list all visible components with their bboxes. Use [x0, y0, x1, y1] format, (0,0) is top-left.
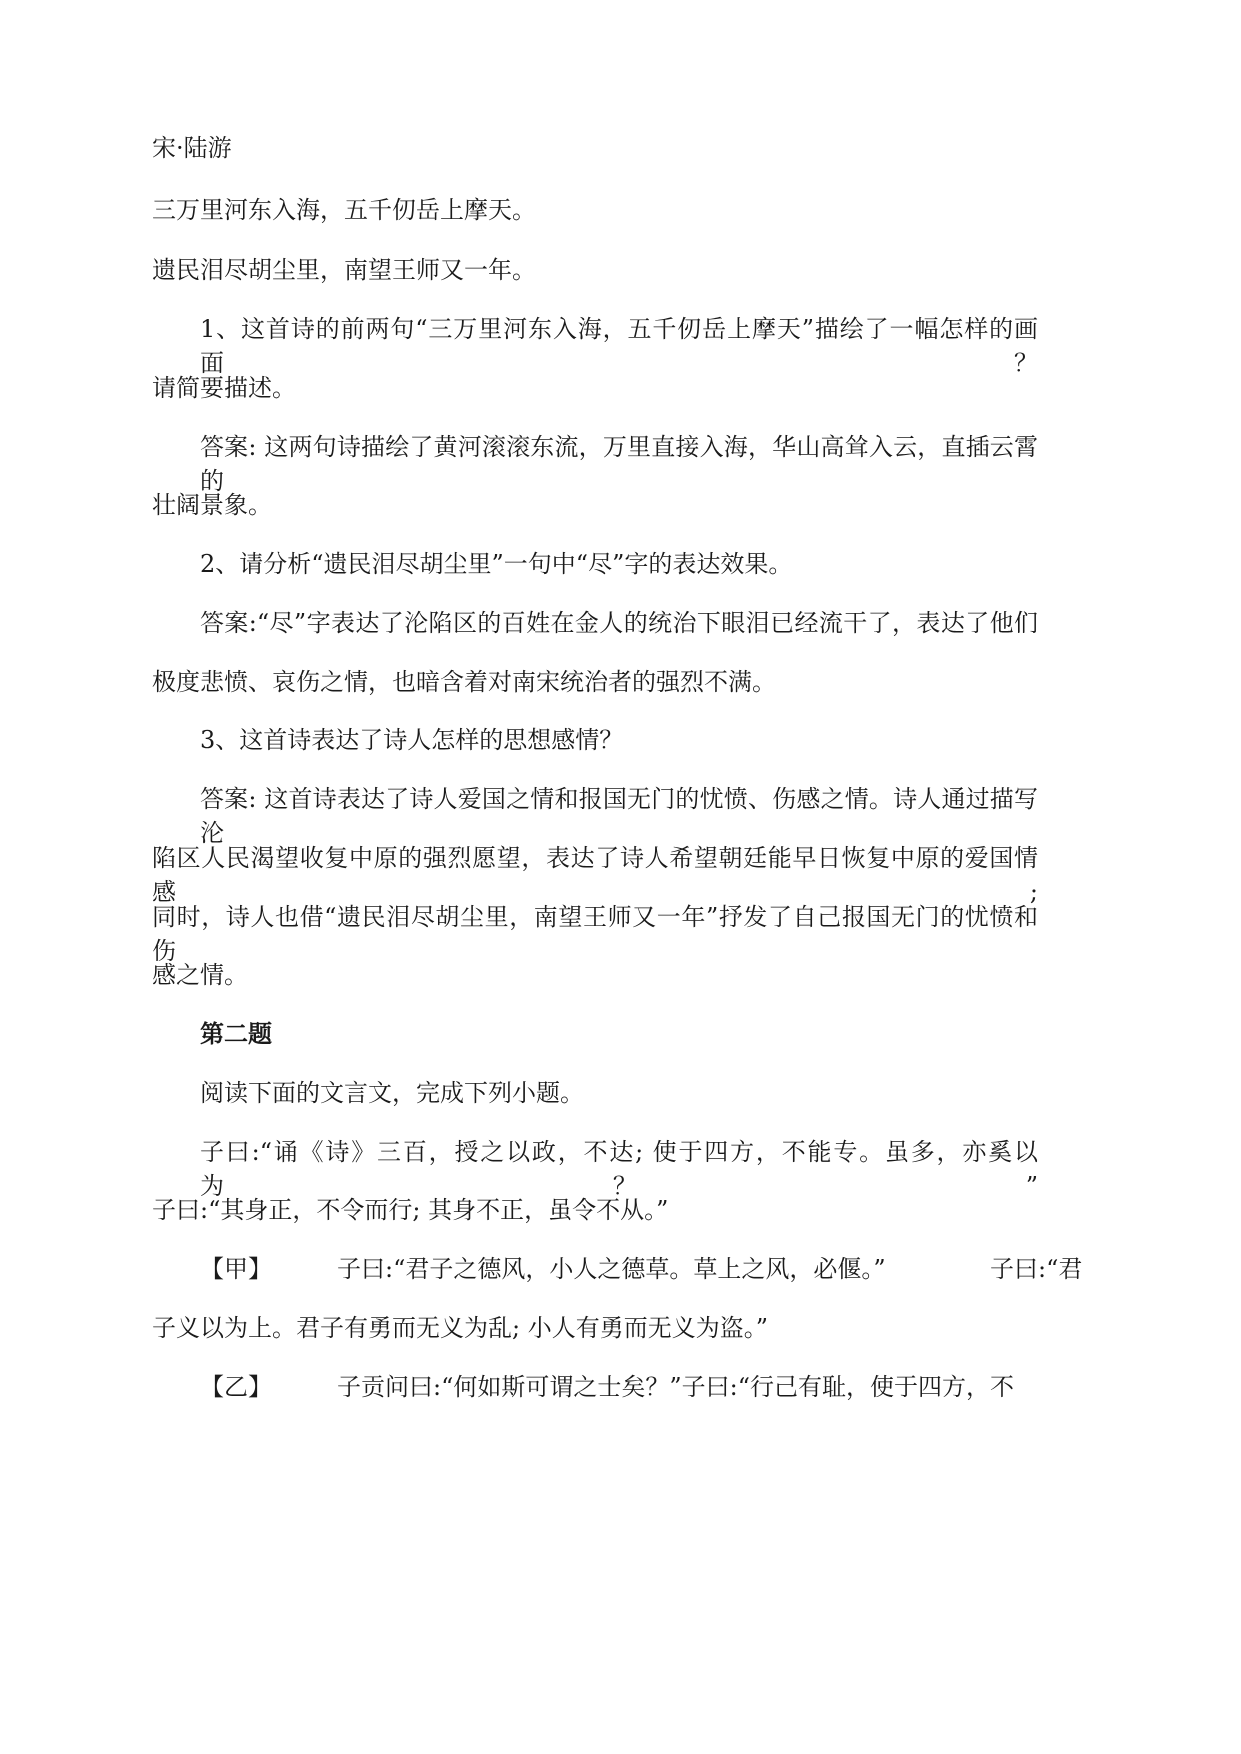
yi-label: 【乙】 — [200, 1373, 272, 1401]
q1-question-line-2: 请简要描述。 — [152, 374, 296, 402]
q2-question: 2、请分析“遗民泪尽胡尘里”一句中“尽”字的表达效果。 — [200, 550, 793, 578]
q1-question-line-1: 1、这首诗的前两句“三万里河东入海，五千仞岳上摩天”描绘了一幅怎样的画面？ — [200, 315, 1038, 377]
q3-answer-line-3: 同时，诗人也借“遗民泪尽胡尘里，南望王师又一年”抒发了自己报国无门的忧愤和伤 — [152, 903, 1038, 965]
poem-author: 宋·陆游 — [152, 134, 232, 162]
q3-answer-line-4: 感之情。 — [152, 961, 248, 989]
classical-text-line-1: 子曰:“诵《诗》三百，授之以政，不达; 使于四方，不能专。虽多，亦奚以为？” — [200, 1138, 1038, 1200]
q3-answer-line-2: 陷区人民渴望收复中原的强烈愿望，表达了诗人希望朝廷能早日恢复中原的爱国情感; — [152, 844, 1038, 906]
poem-line-2: 遗民泪尽胡尘里，南望王师又一年。 — [152, 256, 536, 284]
section-instruction: 阅读下面的文言文，完成下列小题。 — [200, 1079, 584, 1107]
q2-answer-line-2: 极度悲愤、哀伤之情，也暗含着对南宋统治者的强烈不满。 — [152, 668, 776, 696]
q1-answer-line-2: 壮阔景象。 — [152, 491, 272, 519]
section-heading: 第二题 — [200, 1019, 272, 1048]
q3-answer-line-1: 答案: 这首诗表达了诗人爱国之情和报国无门的忧愤、伤感之情。诗人通过描写沦 — [200, 785, 1038, 847]
q3-question: 3、这首诗表达了诗人怎样的思想感情？ — [200, 726, 624, 754]
jia-text: 子曰:“君子之德风，小人之德草。草上之风，必偃。” — [337, 1255, 886, 1283]
q2-answer-line-1: 答案:“尽”字表达了沦陷区的百姓在金人的统治下眼泪已经流干了，表达了他们 — [200, 609, 1038, 637]
jia-label: 【甲】 — [200, 1255, 272, 1283]
jia-text-line-2: 子义以为上。君子有勇而无义为乱; 小人有勇而无义为盗。” — [152, 1314, 768, 1342]
yi-text: 子贡问曰:“何如斯可谓之士矣？”子曰:“行己有耻，使于四方，不 — [337, 1373, 1014, 1401]
classical-text-line-2: 子曰:“其身正，不令而行; 其身不正，虽令不从。” — [152, 1196, 669, 1224]
q1-answer-line-1: 答案: 这两句诗描绘了黄河滚滚东流，万里直接入海，华山高耸入云，直插云霄的 — [200, 433, 1038, 495]
jia-text-right: 子曰:“君 — [990, 1255, 1083, 1283]
poem-line-1: 三万里河东入海，五千仞岳上摩天。 — [152, 196, 536, 224]
